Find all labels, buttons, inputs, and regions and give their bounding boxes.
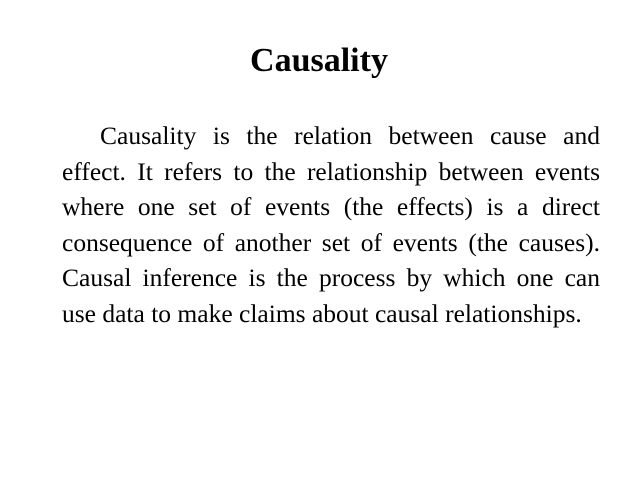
slide-body-paragraph: Causality is the relation between cause and effect. It refers to the relationship between events where one set of events (the effects) is a direct consequence of another set of events (the causes). Causal inference is the process by which one can use data to make claims about causal relationships. [62,121,600,328]
slide-title: Causality [250,42,388,79]
